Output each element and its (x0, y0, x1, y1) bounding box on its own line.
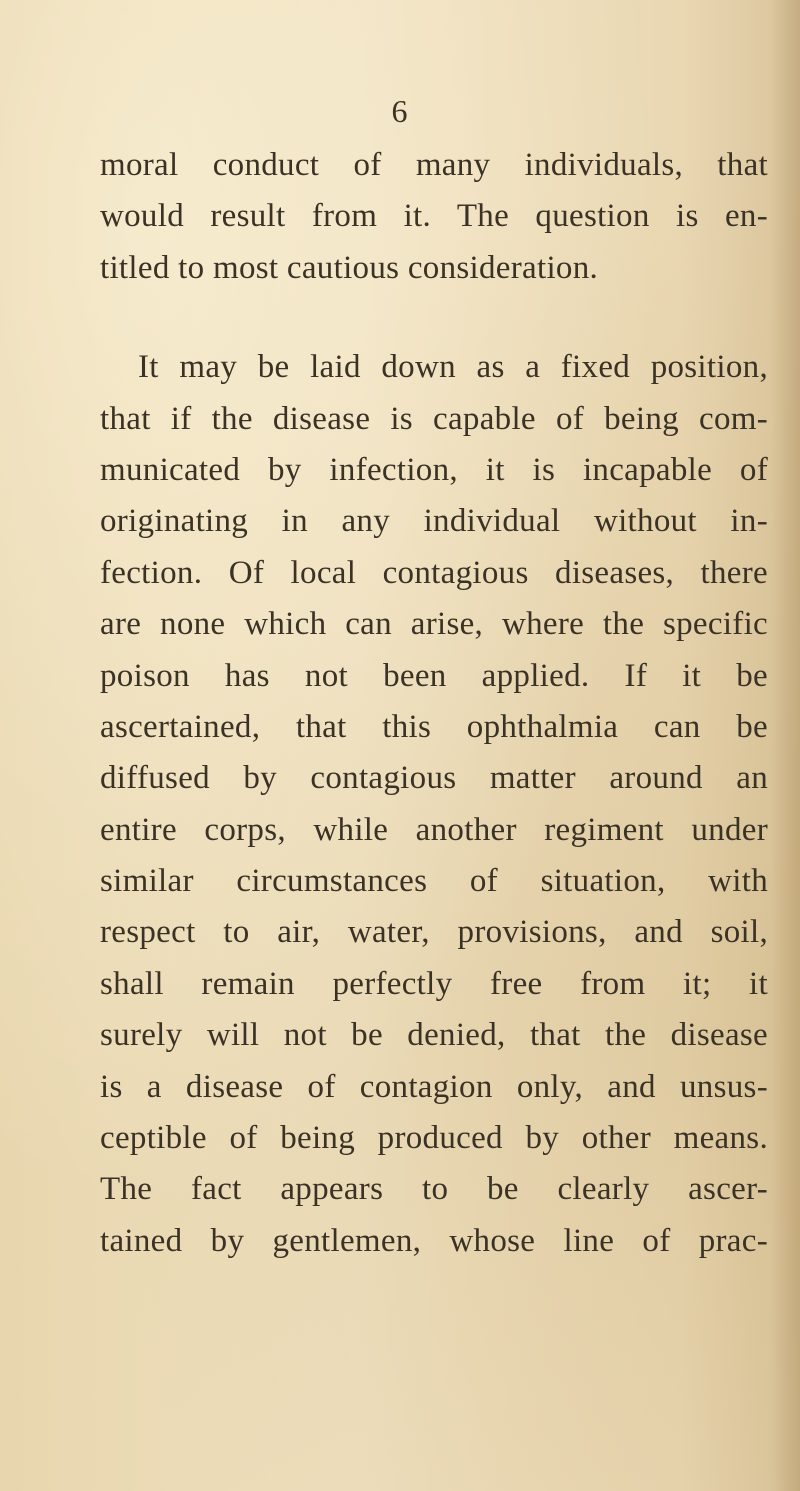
text-line: is a disease of contagion only, and unsus- (100, 1068, 768, 1105)
text-line: surely will not be denied, that the disease (100, 1017, 768, 1054)
text-line: diffused by contagious matter around an (100, 760, 768, 797)
text-line: that if the disease is capable of being com- (100, 400, 768, 437)
text-line: respect to air, water, provisions, and soil, (100, 914, 768, 951)
text-line: similar circumstances of situation, with (100, 863, 768, 900)
body-text (100, 140, 768, 1267)
text-line: entire corps, while another regiment under (100, 811, 768, 848)
text-line: moral conduct of many individuals, that (100, 147, 768, 183)
text-line: tained by gentlemen, whose line of prac- (100, 1222, 768, 1259)
page-edge-shadow (770, 0, 800, 1491)
text-line: municated by infection, it is incapable of (100, 451, 768, 488)
text-line: are none which can arise, where the specific (100, 606, 768, 643)
text-line: would result from it. The question is en- (100, 198, 768, 235)
page-number: 6 (391, 93, 409, 129)
paragraph-gap (100, 294, 768, 342)
text-line: originating in any individual without in- (100, 503, 768, 540)
paragraph-2 (100, 342, 768, 1267)
text-line: ceptible of being produced by other means. (100, 1120, 768, 1157)
text-line: It may be laid down as a fixed position, (138, 349, 768, 386)
text-line: The fact appears to be clearly ascer- (100, 1171, 768, 1208)
text-line: poison has not been applied. If it be (100, 657, 768, 694)
text-line: ascertained, that this ophthalmia can be (100, 708, 768, 745)
text-line: shall remain perfectly free from it; it (100, 965, 768, 1002)
text-line: fection. Of local contagious diseases, there (100, 554, 768, 591)
text-line: titled to most cautious consideration. (100, 249, 599, 286)
paragraph-1 (100, 140, 768, 294)
